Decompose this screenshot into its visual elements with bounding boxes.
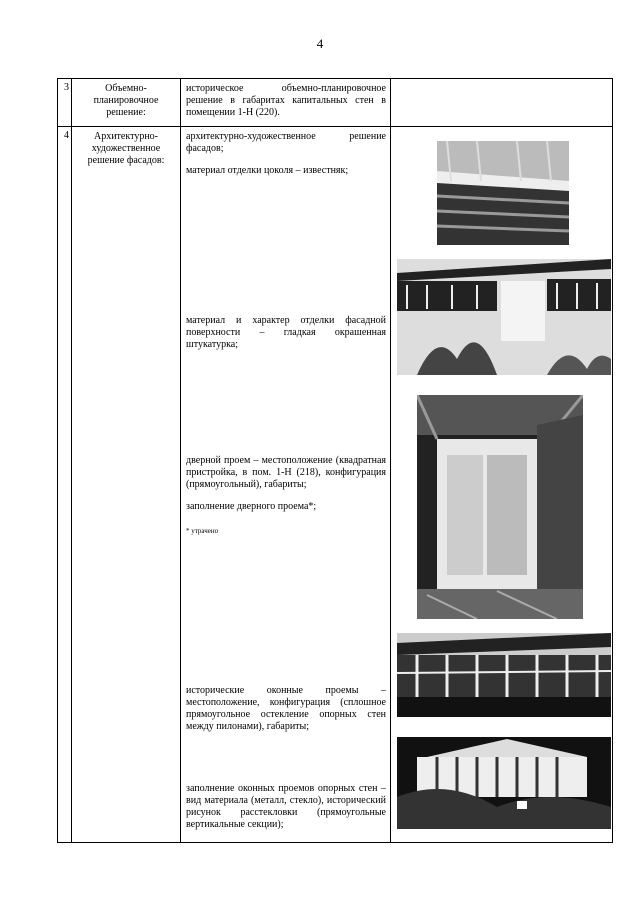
doorway-photo <box>417 395 583 619</box>
row-description-cell <box>181 79 391 127</box>
row-number: 3 <box>58 79 72 127</box>
window-glazing-photo <box>397 737 611 829</box>
row-image-cell <box>391 127 613 843</box>
item-text: исторические оконные проемы – местоположение, конфигурация (сплошное прямоугольное остекление опорных стен между пилонами), габариты; <box>186 685 386 732</box>
row-number: 4 <box>58 127 72 843</box>
row-description: историческое объемно-планировочное решение в габаритах капитальных стен в помещении 1-Н (220). <box>186 83 386 118</box>
item-text: архитектурно-художественное решение фасадов; <box>186 131 386 154</box>
item-4 <box>181 685 390 733</box>
table-row <box>58 127 613 843</box>
row-image-cell <box>391 79 613 127</box>
row-title: Объемно-планировочное решение: <box>72 79 181 127</box>
facade-plaster-photo <box>397 259 611 375</box>
requirements-table <box>57 78 613 843</box>
item-3 <box>181 455 390 537</box>
item-5 <box>181 783 390 831</box>
limestone-plinth-photo <box>437 141 569 245</box>
item-text: материал отделки цоколя – известняк; <box>186 165 349 176</box>
item-text: материал и характер отделки фасадной поверхности – гладкая окрашенная штукатурка; <box>186 315 386 350</box>
table-row <box>58 79 613 127</box>
row-title: Архитектурно-художественное решение фасадов: <box>72 127 181 843</box>
row-description-cell <box>181 127 391 843</box>
window-openings-photo <box>397 633 611 717</box>
item-1 <box>181 131 390 177</box>
page-number: 4 <box>316 36 324 51</box>
footnote: * утрачено <box>186 527 219 535</box>
item-text: заполнение дверного проема*; <box>186 501 317 512</box>
item-2 <box>181 315 390 351</box>
item-text: дверной проем – местоположение (квадратная пристройка, в пом. 1-Н (218), конфигурация (прямоугольный), габариты; <box>186 455 386 490</box>
item-text: заполнение оконных проемов опорных стен – вид материала (металл, стекло), исторический рисунок расстекловки (прямоугольные вертикальные секции); <box>186 783 386 830</box>
